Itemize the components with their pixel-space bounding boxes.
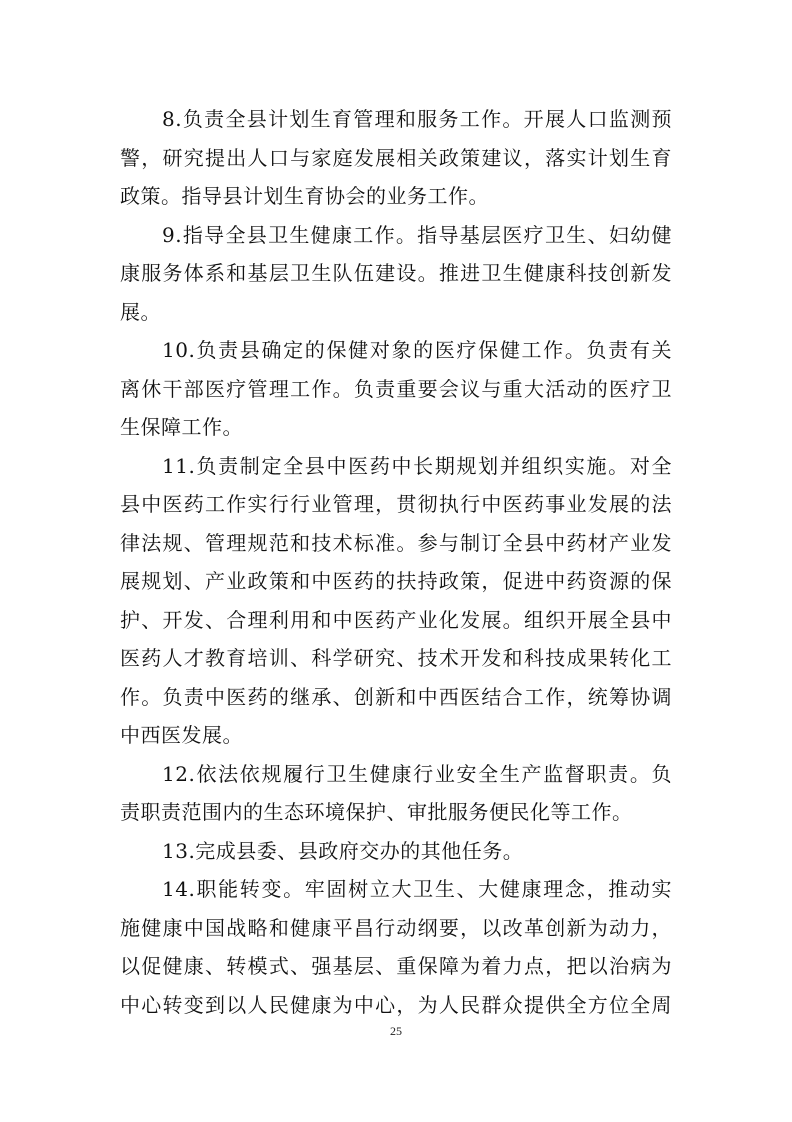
text-line: 11.负责制定全县中医药中长期规划并组织实施。对全 <box>162 453 672 478</box>
page-number: 25 <box>390 1024 402 1038</box>
text-line: 展。 <box>120 299 161 324</box>
text-line: 9.指导全县卫生健康工作。指导基层医疗卫生、妇幼健 <box>162 222 672 247</box>
text-line: 8.负责全县计划生育管理和服务工作。开展人口监测预 <box>162 107 672 131</box>
text-line: 12.依法依规履行卫生健康行业安全生产监督职责。负 <box>162 761 672 786</box>
text-line: 中西医发展。 <box>120 723 243 747</box>
paragraph-8 <box>120 100 672 216</box>
text-line: 离休干部医疗管理工作。负责重要会议与重大活动的医疗卫 <box>120 376 672 401</box>
text-line: 中心转变到以人民健康为中心，为人民群众提供全方位全周 <box>120 992 672 1017</box>
text-line: 作。负责中医药的继承、创新和中西医结合工作，统筹协调 <box>120 684 672 709</box>
paragraph-9 <box>120 216 672 332</box>
text-line: 10.负责县确定的保健对象的医疗保健工作。负责有关 <box>162 338 672 362</box>
paragraph-13 <box>120 832 672 871</box>
text-line: 展规划、产业政策和中医药的扶持政策，促进中药资源的保 <box>120 569 672 593</box>
text-line: 康服务体系和基层卫生队伍建设。推进卫生健康科技创新发 <box>120 261 672 285</box>
text-line: 14.职能转变。牢固树立大卫生、大健康理念，推动实 <box>162 877 672 901</box>
body-text <box>120 100 672 1024</box>
text-line: 政策。指导县计划生育协会的业务工作。 <box>120 184 489 208</box>
text-line: 县中医药工作实行行业管理，贯彻执行中医药事业发展的法 <box>120 492 672 516</box>
text-line: 13.完成县委、县政府交办的其他任务。 <box>162 838 524 863</box>
paragraph-12 <box>120 755 672 832</box>
text-line: 警，研究提出人口与家庭发展相关政策建议，落实计划生育 <box>120 145 672 170</box>
text-line: 以促健康、转模式、强基层、重保障为着力点，把以治病为 <box>120 954 672 978</box>
paragraph-11 <box>120 447 672 755</box>
text-line: 律法规、管理规范和技术标准。参与制订全县中药材产业发 <box>120 530 672 555</box>
text-line: 责职责范围内的生态环境保护、审批服务便民化等工作。 <box>120 800 633 824</box>
paragraph-14 <box>120 870 672 1024</box>
text-line: 护、开发、合理利用和中医药产业化发展。组织开展全县中 <box>120 607 672 632</box>
text-line: 施健康中国战略和健康平昌行动纲要，以改革创新为动力， <box>120 915 672 940</box>
paragraph-10 <box>120 331 672 447</box>
text-line: 生保障工作。 <box>120 415 243 439</box>
text-line: 医药人才教育培训、科学研究、技术开发和科技成果转化工 <box>120 646 672 670</box>
